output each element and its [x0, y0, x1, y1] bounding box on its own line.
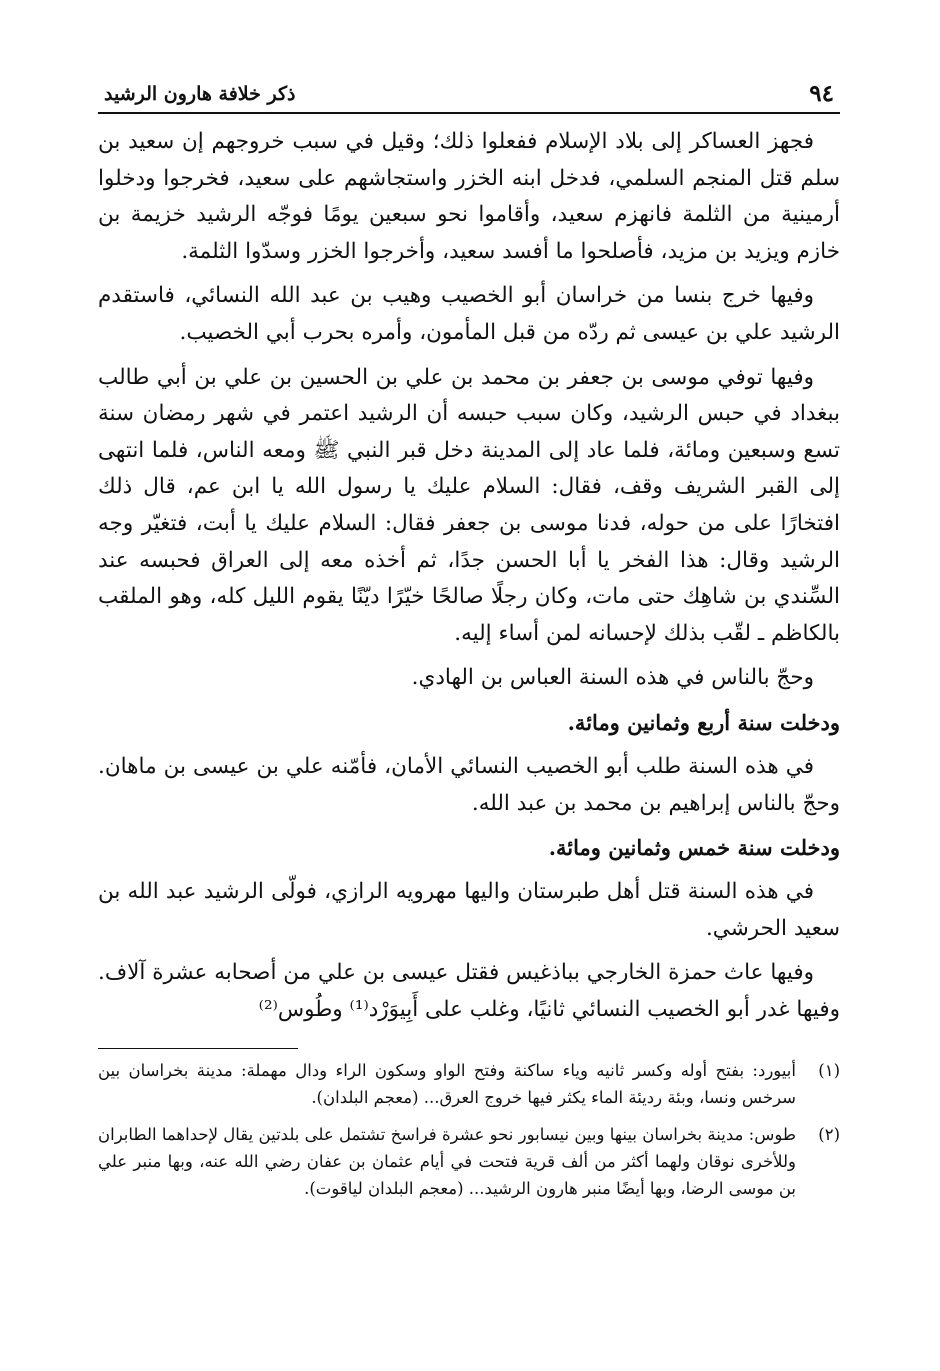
page-number: ٩٤ [809, 80, 834, 107]
footnote [98, 1057, 840, 1111]
main-text [98, 124, 840, 1028]
footnote-text: أبيورد: بفتح أوله وكسر ثانيه وياء ساكنة وفتح الواو وسكون الراء ودال مهملة: مدينة بخراسان بين سرخس ونسا، وبئة رديئة الماء يكثر فيها خروج العرق... (معجم البلدان). [98, 1061, 796, 1108]
section-heading: ودخلت سنة أربع وثمانين ومائة. [567, 709, 840, 735]
paragraph: في هذه السنة طلب أبو الخصيب النسائي الأمان، فأمّنه علي بن عيسى بن ماهان. وحجّ بالناس إبراهيم بن محمد بن عبد الله. [98, 753, 840, 816]
footnote-marker: (١) [818, 1061, 840, 1081]
footnote [98, 1121, 840, 1202]
running-header [98, 78, 840, 108]
header-rule [98, 112, 840, 114]
paragraph: وفيها خرج بنسا من خراسان أبو الخصيب وهيب بن عبد الله النسائي، فاستقدم الرشيد علي بن عيسى ثم ردّه من قبل المأمون، وأمره بحرب أبي الخصيب. [98, 283, 840, 345]
book-page [98, 78, 840, 1351]
footnotes [98, 1057, 840, 1202]
running-title: ذكر خلافة هارون الرشيد [104, 83, 296, 105]
paragraph: وفيها توفي موسى بن جعفر بن محمد بن علي بن الحسين بن علي بن أبي طالب ببغداد في حبس الرشيد، وكان سبب حبسه أن الرشيد اعتمر في شهر رمضان سنة تسع وسبعين ومائة، فلما عاد إلى المدينة دخل قبر النبي ﷺ ومعه الناس، فلما انتهى إلى القبر الشريف وقف، فقال: السلام عليك يا رسول الله يا ابن عم، قال ذلك افتخارًا على من حوله، فدنا موسى بن جعفر فقال: السلام عليك يا أبت، فتغيّر وجه الرشيد وقال: هذا الفخر يا أبا الحسن جدًا، ثم أخذه معه إلى العراق فحبسه عند السِّندي بن شاهِك حتى مات، وكان رجلًا صالحًا خيّرًا ديّنًا يقوم الليل كله، وهو الملقب بالكاظم ـ لقّب بذلك لإحسانه لمن أساء إليه. [98, 364, 841, 646]
paragraph: وحجّ بالناس في هذه السنة العباس بن الهادي. [411, 665, 814, 691]
footnote-text: طوس: مدينة بخراسان بينها وبين نيسابور نحو عشرة فراسخ تشتمل على بلدتين يقال لإحداهما الطابران وللأخرى نوقان ولهما أكثر من ألف قرية فتحت في أيام عثمان بن عفان رضي الله عنه، وبها منبر علي بن موسى الرضا، وبها أيضًا منبر هارون الرشيد... (معجم البلدان لياقوت). [98, 1125, 796, 1199]
paragraph: وفيها عاث حمزة الخارجي بباذغيس فقتل عيسى بن علي من أصحابه عشرة آلاف. وفيها غدر أبو الخصيب النسائي ثانيًا، وغلب على أَبِيوَرْد⁽¹⁾ وطُوس⁽²⁾ [98, 960, 840, 1022]
paragraph: في هذه السنة قتل أهل طبرستان واليها مهرويه الرازي، فولّى الرشيد عبد الله بن سعيد الحرشي. [98, 879, 840, 941]
section-heading: ودخلت سنة خمس وثمانين ومائة. [548, 835, 840, 861]
paragraph: فجهز العساكر إلى بلاد الإسلام ففعلوا ذلك؛ وقيل في سبب خروجهم إن سعيد بن سلم قتل المنجم السلمي، فدخل ابنه الخزر واستجاشهم على سعيد، فخرجوا ودخلوا أرمينية من الثلمة فانهزم سعيد، وأقاموا نحو سبعين يومًا فوجّه الرشيد خزيمة بن خازم ويزيد بن مزيد، فأصلحوا ما أفسد سعيد، وأخرجوا الخزر وسدّوا الثلمة. [98, 129, 840, 264]
footnote-marker: (٢) [818, 1125, 840, 1145]
footnote-separator [98, 1048, 298, 1049]
